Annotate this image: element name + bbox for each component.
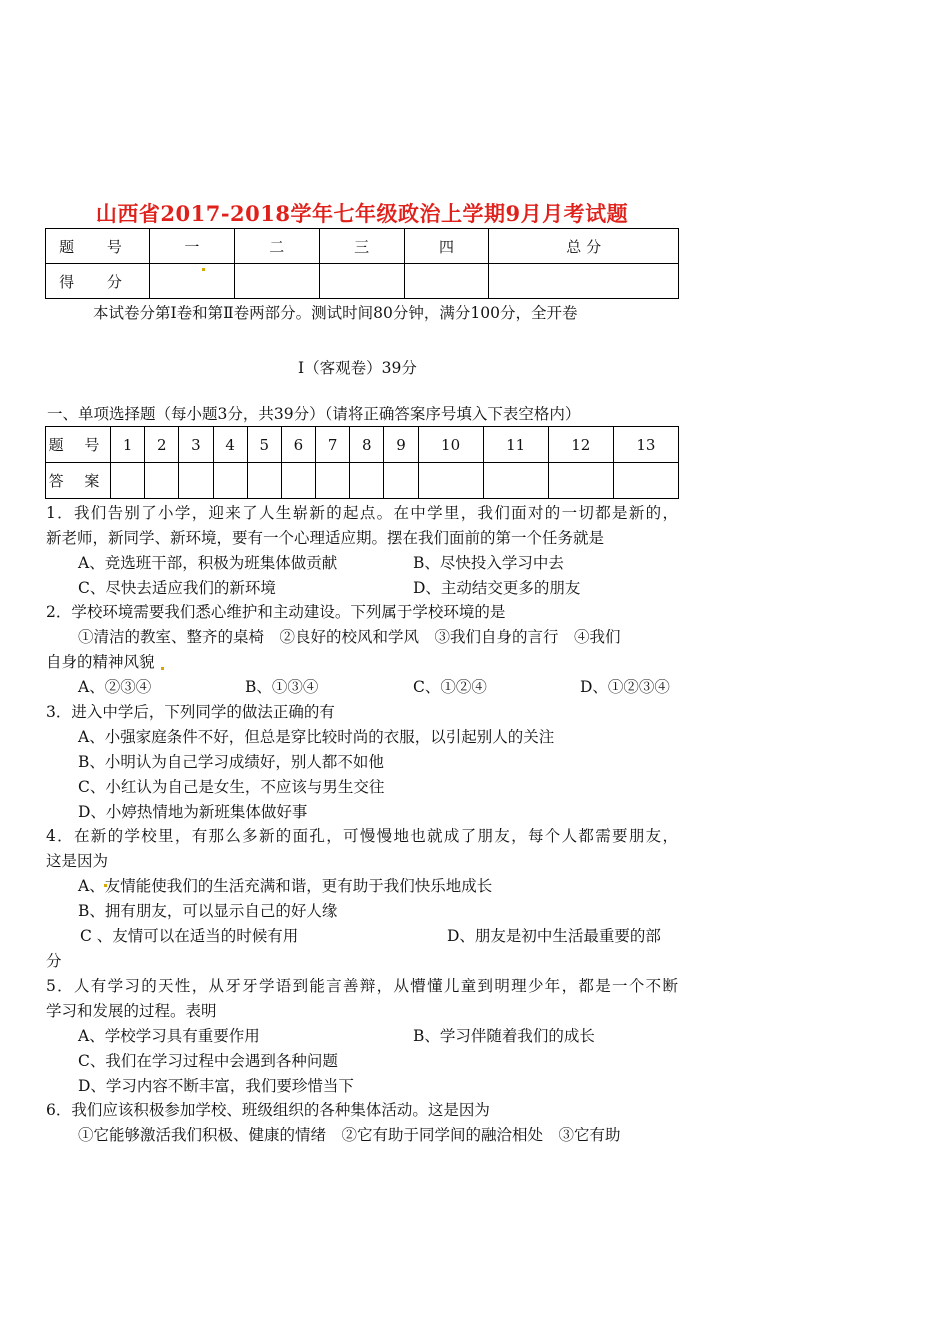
question-1-option-a: A、竞选班干部，积极为班集体做贡献	[78, 554, 338, 572]
answer-cell[interactable]	[316, 463, 350, 499]
question-3-option-d: D、小婷热情地为新班集体做好事	[78, 803, 308, 821]
question-number-cell: 3	[179, 427, 213, 463]
question-2-option-b: B、①③④	[245, 678, 319, 696]
question-4-option-c: C 、友情可以在适当的时候有用	[80, 927, 299, 945]
score-header-cell: 二	[234, 229, 319, 264]
answer-row-label: 答 案	[46, 463, 111, 499]
answer-cell[interactable]	[179, 463, 213, 499]
answer-cell[interactable]	[111, 463, 145, 499]
score-value-cell[interactable]	[489, 264, 679, 299]
score-header-label: 题 号	[46, 229, 150, 264]
question-number-cell: 13	[613, 427, 678, 463]
question-number-cell: 8	[350, 427, 384, 463]
answer-cell[interactable]	[483, 463, 548, 499]
section-title: Ⅰ（客观卷）39分	[298, 359, 417, 377]
question-4-option-b: B、拥有朋友，可以显示自己的好人缘	[78, 902, 338, 920]
question-3-option-a: A、小强家庭条件不好，但总是穿比较时尚的衣服，以引起别人的关注	[78, 728, 555, 746]
answer-cell[interactable]	[145, 463, 179, 499]
question-4-stem-line: 4．在新的学校里，有那么多新的面孔，可慢慢地也就成了朋友，每个人都需要朋友，	[46, 827, 678, 845]
question-1-stem-line: 1．我们告别了小学，迎来了人生崭新的起点。在中学里，我们面对的一切都是新的，	[46, 504, 678, 522]
question-4-option-a: A、友情能使我们的生活充满和谐，更有助于我们快乐地成长	[78, 877, 493, 895]
answer-cell[interactable]	[213, 463, 247, 499]
question-2-option-c: C、①②④	[413, 678, 487, 696]
answer-cell[interactable]	[384, 463, 418, 499]
answer-cell[interactable]	[350, 463, 384, 499]
question-4-option-d-continued: 分	[46, 952, 62, 970]
question-1-option-b: B、尽快投入学习中去	[413, 554, 564, 572]
question-1-option-c: C、尽快去适应我们的新环境	[78, 579, 276, 597]
score-table	[45, 228, 679, 299]
question-3-option-c: C、小红认为自己是女生，不应该与男生交往	[78, 778, 385, 796]
exam-intro: 本试卷分第Ⅰ卷和第Ⅱ卷两部分。测试时间80分钟，满分100分，全开卷	[93, 304, 578, 322]
part-one-heading: 一、单项选择题（每小题3分，共39分）（请将正确答案序号填入下表空格内）	[47, 405, 581, 423]
question-number-cell: 6	[281, 427, 315, 463]
question-number-cell: 7	[316, 427, 350, 463]
question-number-cell: 5	[247, 427, 281, 463]
question-2-stem-line: 自身的精神风貌	[46, 653, 155, 671]
question-2-stem-line: 2．学校环境需要我们悉心维护和主动建设。下列属于学校环境的是	[46, 603, 506, 621]
answer-cell[interactable]	[418, 463, 483, 499]
question-2-stem-line: ①清洁的教室、整齐的桌椅 ②良好的校风和学风 ③我们自身的言行 ④我们	[78, 628, 621, 646]
score-table-value-row	[46, 264, 679, 299]
answer-table-answer-row	[46, 463, 679, 499]
question-3-option-b: B、小明认为自己学习成绩好，别人都不如他	[78, 753, 384, 771]
score-header-cell: 四	[404, 229, 489, 264]
question-number-cell: 1	[111, 427, 145, 463]
question-number-cell: 2	[145, 427, 179, 463]
question-number-cell: 9	[384, 427, 418, 463]
question-1-stem-line: 新老师，新同学、新环境，要有一个心理适应期。摆在我们面前的第一个任务就是	[46, 529, 605, 547]
score-value-cell[interactable]	[319, 264, 404, 299]
question-5-option-b: B、学习伴随着我们的成长	[413, 1027, 595, 1045]
answer-table-number-row	[46, 427, 679, 463]
score-value-cell[interactable]	[404, 264, 489, 299]
score-row-label: 得 分	[46, 264, 150, 299]
question-4-stem-line: 这是因为	[46, 852, 109, 870]
answer-cell[interactable]	[281, 463, 315, 499]
question-5-option-c: C、我们在学习过程中会遇到各种问题	[78, 1052, 338, 1070]
answer-header-label: 题 号	[46, 427, 111, 463]
question-number-cell: 11	[483, 427, 548, 463]
question-4-option-d: D、朋友是初中生活最重要的部	[447, 927, 661, 945]
question-number-cell: 12	[548, 427, 613, 463]
question-2-option-d: D、①②③④	[580, 678, 670, 696]
answer-cell[interactable]	[613, 463, 678, 499]
score-value-cell[interactable]	[234, 264, 319, 299]
page-title: 山西省2017-2018学年七年级政治上学期9月月考试题	[95, 201, 629, 226]
score-header-cell: 三	[319, 229, 404, 264]
score-header-cell: 一	[150, 229, 235, 264]
question-number-cell: 10	[418, 427, 483, 463]
answer-cell[interactable]	[548, 463, 613, 499]
question-6-stem-line: 6．我们应该积极参加学校、班级组织的各种集体活动。这是因为	[46, 1101, 490, 1119]
question-number-cell: 4	[213, 427, 247, 463]
question-3-stem-line: 3．进入中学后，下列同学的做法正确的有	[46, 703, 335, 721]
question-5-stem-line: 学习和发展的过程。表明	[46, 1002, 217, 1020]
question-5-stem-line: 5．人有学习的天性，从牙牙学语到能言善辩，从懵懂儿童到明理少年，都是一个不断	[46, 977, 678, 995]
score-header-cell: 总 分	[489, 229, 679, 264]
answer-table	[45, 426, 679, 499]
question-2-option-a: A、②③④	[78, 678, 152, 696]
question-5-option-d: D、学习内容不断丰富，我们要珍惜当下	[78, 1077, 354, 1095]
question-6-stem-line: ①它能够激活我们积极、健康的情绪 ②它有助于同学间的融洽相处 ③它有助	[78, 1126, 621, 1144]
score-table-header-row	[46, 229, 679, 264]
answer-cell[interactable]	[247, 463, 281, 499]
question-1-option-d: D、主动结交更多的朋友	[413, 579, 581, 597]
question-5-option-a: A、学校学习具有重要作用	[78, 1027, 260, 1045]
score-value-cell[interactable]	[150, 264, 235, 299]
